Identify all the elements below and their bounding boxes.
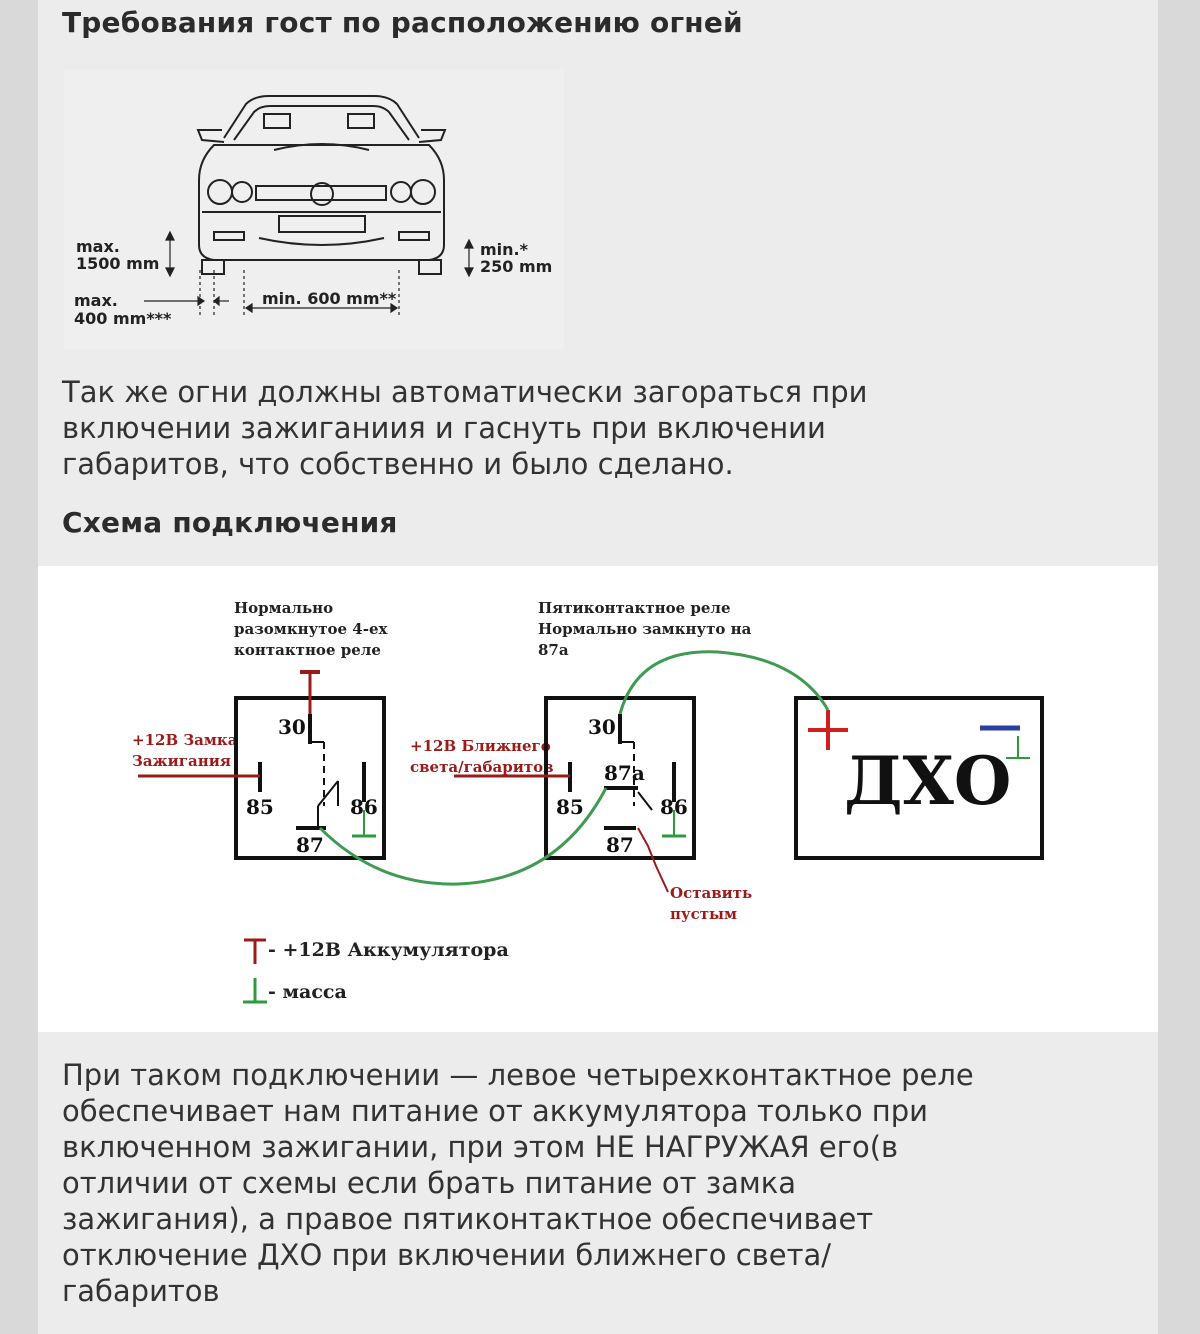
ignition-label: +12В Замка (132, 731, 238, 749)
paragraph-bottom-line: зажигания), а правое пятиконтактное обеспечивает (62, 1202, 874, 1236)
label-max-1500-a: max. (76, 237, 120, 256)
relay1-caption: контактное реле (234, 641, 381, 659)
pin-87a: 87a (604, 761, 645, 785)
paragraph-bottom-line: отключение ДХО при включении ближнего света/ (62, 1238, 832, 1272)
ignition-label: Зажигания (132, 752, 231, 770)
car-dimensions-figure (64, 70, 564, 350)
paragraph-bottom-line: отличии от схемы если брать питание от замка (62, 1166, 797, 1200)
paragraph-bottom (62, 1057, 1112, 1309)
paragraph-bottom-line: включенном зажигании, при этом НЕ НАГРУЖАЯ его(в (62, 1130, 899, 1164)
heading-scheme: Схема подключения (62, 506, 398, 539)
label-min-250-b: 250 mm (480, 257, 553, 276)
label-max-400-a: max. (74, 291, 118, 310)
relay2-caption: Нормально замкнуто на (538, 620, 752, 638)
paragraph-bottom-line: При таком подключении — левое четырехконтактное реле (62, 1058, 974, 1092)
pin-86: 86 (350, 795, 378, 819)
legend-battery: - +12В Аккумулятора (268, 939, 509, 961)
paragraph-auto (62, 374, 1112, 482)
label-min-250-a: min.* (480, 240, 528, 259)
paragraph-bottom-line: габаритов (62, 1274, 220, 1308)
pin-85: 85 (246, 795, 274, 819)
relay2-caption: 87а (538, 641, 569, 659)
dho-label: ДХО (844, 742, 1012, 820)
relay1-caption: разомкнутое 4-ех (234, 620, 388, 638)
lowbeam-label: +12В Ближнего (410, 737, 551, 755)
label-max-1500-b: 1500 mm (76, 254, 160, 273)
heading-gost: Требования гост по расположению огней (62, 6, 743, 39)
paragraph-auto-line: включении зажиганиия и гаснуть при включении (62, 411, 826, 445)
pin-30: 30 (588, 715, 616, 739)
leave-empty-label: пустым (670, 905, 738, 923)
pin-87: 87 (296, 833, 324, 857)
pin-87: 87 (606, 833, 634, 857)
legend-ground: - масса (268, 981, 347, 1003)
paragraph-auto-line: габаритов, что собственно и было сделано. (62, 447, 734, 481)
paragraph-bottom-line: обеспечивает нам питание от аккумулятора только при (62, 1094, 929, 1128)
relay1-caption: Нормально (234, 599, 334, 617)
leave-empty-label: Оставить (670, 884, 753, 902)
pin-86: 86 (660, 795, 688, 819)
legend (243, 939, 509, 1003)
paragraph-auto-line: Так же огни должны автоматически загораться при (62, 375, 868, 409)
pin-85: 85 (556, 795, 584, 819)
wiring-diagram (38, 566, 1158, 1032)
pin-30: 30 (278, 715, 306, 739)
lowbeam-label: света/габаритов (410, 758, 554, 776)
label-max-400-b: 400 mm*** (74, 309, 172, 328)
relay2-caption: Пятиконтактное реле (538, 599, 731, 617)
label-min-600: min. 600 mm** (262, 289, 397, 308)
dho-block (796, 698, 1042, 858)
